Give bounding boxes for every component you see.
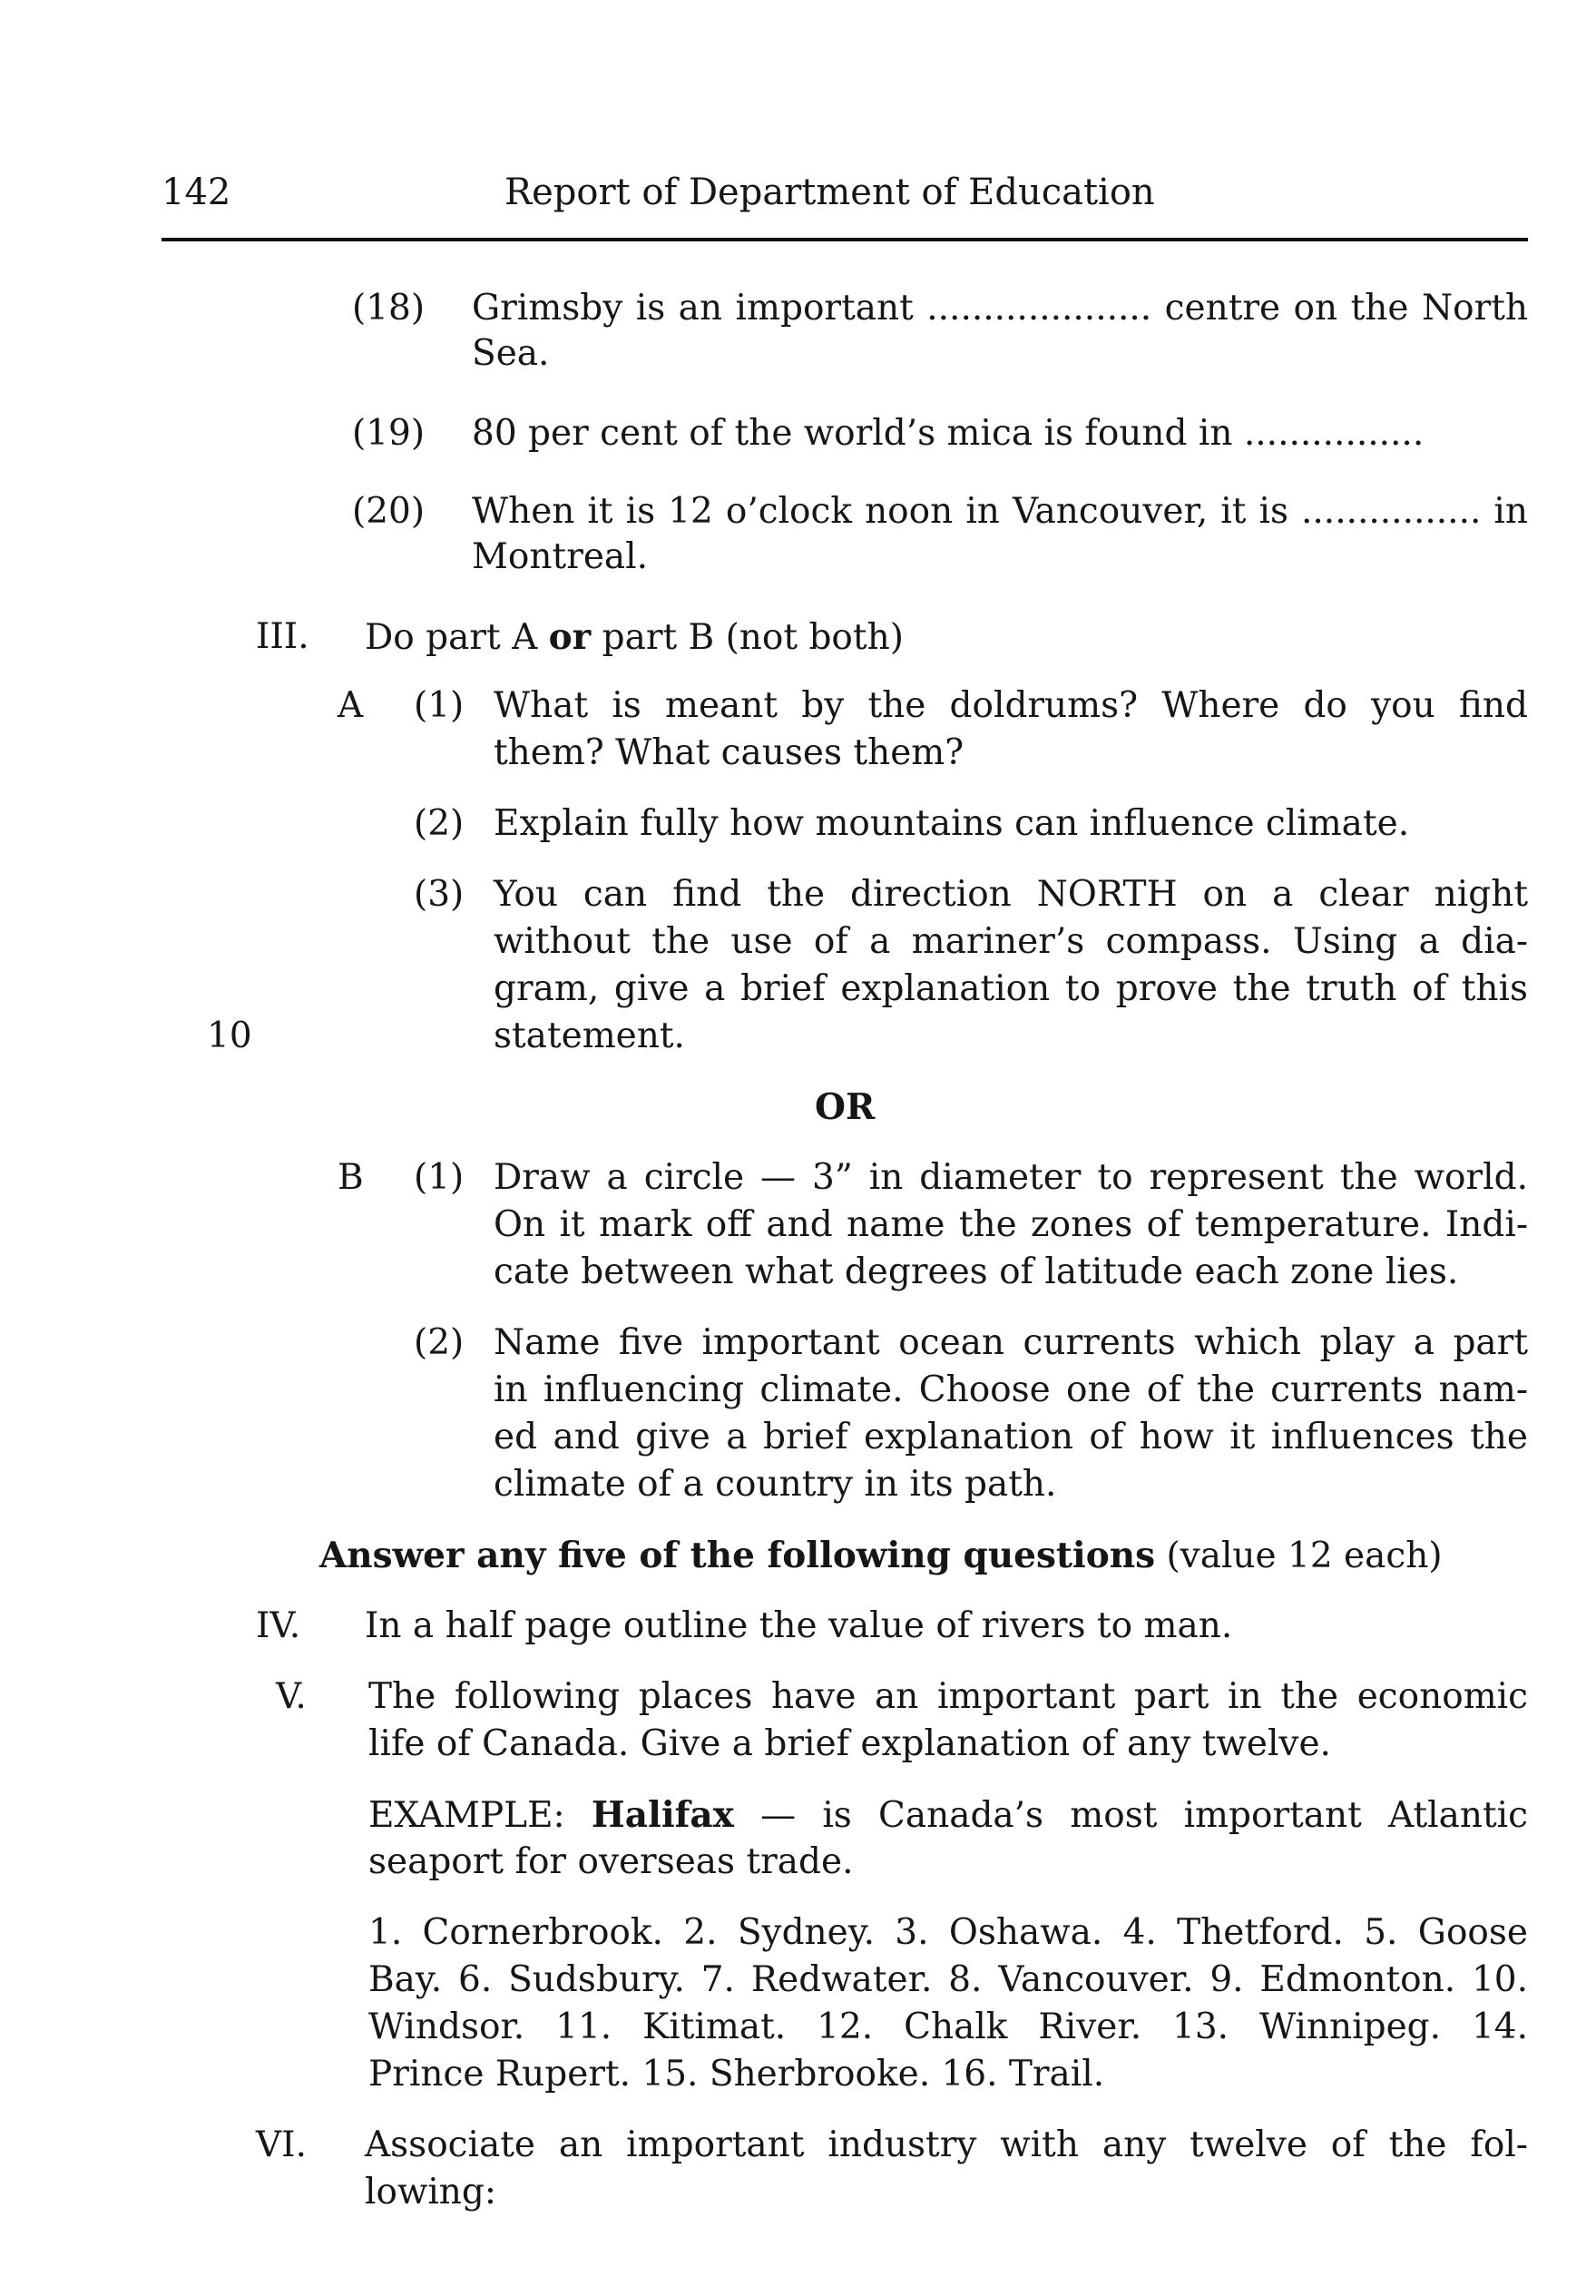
item-text-line: statement. [494,1016,685,1056]
item-number: (20) [352,491,426,532]
section-text-line: life of Canada. Give a brief explanation of any twelve. [368,1723,1331,1764]
item-text-line: without the use of a mariner’s compass. Using a dia- [494,921,1528,962]
or-separator: OR [815,1086,876,1128]
section-text-line: The following places have an important part in the economic [368,1676,1528,1717]
item-text-line: Sea. [472,333,550,374]
answer-instruction: Answer any five of the following questions (value 12 each) [319,1535,1443,1576]
section-numeral: VI. [256,2124,307,2165]
item-text-line: What is meant by the doldrums? Where do you find [494,685,1528,726]
section-text: In a half page outline the value of rivers to man. [365,1605,1233,1646]
item-text-line: Explain fully how mountains can influence climate. [494,803,1410,844]
margin-mark: 10 [207,1016,252,1056]
item-text-line: gram, give a brief explanation to prove the truth of this [494,968,1528,1009]
example-line: EXAMPLE: Halifax — is Canada’s most important Atlantic [368,1794,1528,1836]
item-text-line: in influencing climate. Choose one of the currents nam- [494,1369,1528,1410]
item-text-line: climate of a country in its path. [494,1464,1057,1505]
page-number: 142 [162,172,231,213]
item-number: (18) [352,288,426,329]
item-text-line: cate between what degrees of latitude each zone lies. [494,1251,1459,1292]
section-numeral: IV. [256,1605,301,1646]
places-line: Windsor. 11. Kitimat. 12. Chalk River. 13. Winnipeg. 14. [368,2007,1528,2047]
item-number: (19) [352,413,426,454]
item-text-line: ed and give a brief explanation of how it influences the [494,1417,1528,1457]
item-number: (1) [414,1157,465,1198]
item-text-line: Montreal. [472,536,649,577]
item-text-line: Grimsby is an important .................... centre on the North [472,288,1528,329]
item-text-line: them? What causes them? [494,732,964,773]
places-line: 1. Cornerbrook. 2. Sydney. 3. Oshawa. 4. Thetford. 5. Goose [368,1912,1528,1953]
header-rule [162,238,1528,241]
section-text-line: Associate an important industry with any twelve of the fol- [365,2124,1528,2165]
section-numeral: III. [256,616,309,657]
item-text-line: You can find the direction NORTH on a clear night [494,874,1528,915]
running-title: Report of Department of Education [504,172,1155,213]
item-text-line: On it mark off and name the zones of temperature. Indi- [494,1204,1528,1245]
item-number: (1) [414,685,465,726]
section-numeral: V. [276,1676,307,1717]
section-text-line: lowing: [365,2172,497,2213]
item-number: (2) [414,803,465,844]
part-label: A [338,685,364,726]
item-text-line: Name five important ocean currents which play a part [494,1322,1528,1363]
places-line: Prince Rupert. 15. Sherbrooke. 16. Trail. [368,2054,1105,2095]
item-text-line: Draw a circle — 3” in diameter to represent the world. [494,1157,1528,1198]
item-text-line: 80 per cent of the world’s mica is found in ................ [472,413,1425,454]
item-number: (2) [414,1322,465,1363]
item-number: (3) [414,874,465,915]
item-text-line: When it is 12 o’clock noon in Vancouver, it is ................ in [472,491,1528,532]
section-instruction: Do part A or part B (not both) [365,616,904,658]
part-label: B [338,1157,364,1198]
places-line: Bay. 6. Sudsbury. 7. Redwater. 8. Vancouver. 9. Edmonton. 10. [368,1959,1528,2000]
example-line: seaport for overseas trade. [368,1841,854,1882]
